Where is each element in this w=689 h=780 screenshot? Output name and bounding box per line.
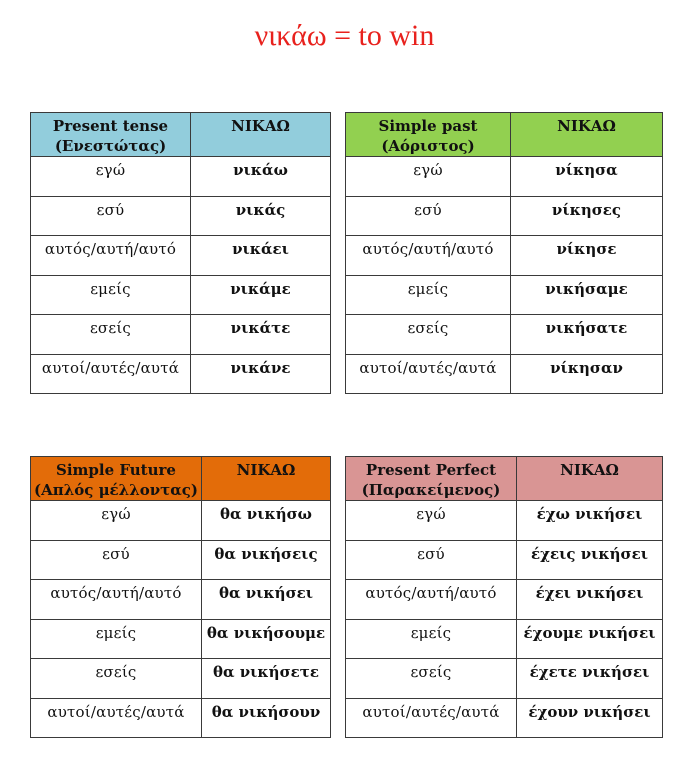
table-header-row <box>346 113 663 157</box>
conjugation-rows <box>31 157 331 394</box>
pronoun-cell: αυτός/αυτή/αυτό <box>346 580 517 620</box>
table-row <box>31 659 331 699</box>
conjugation-rows <box>346 157 663 394</box>
tense-header <box>346 457 517 501</box>
table-row <box>31 698 331 738</box>
table-row <box>346 315 663 355</box>
simple-future-table <box>30 456 331 738</box>
tense-greek-name: (Ενεστώτας) <box>54 137 167 155</box>
pronoun-cell: εσύ <box>346 196 511 236</box>
tense-name: Present Perfect <box>365 461 497 479</box>
simple-past-table <box>345 112 663 394</box>
verb-form-cell: νικάς <box>191 196 331 236</box>
table-header-row <box>31 457 331 501</box>
tense-header <box>346 113 511 157</box>
pronoun-cell: εγώ <box>346 157 511 197</box>
pronoun-cell: αυτοί/αυτές/αυτά <box>31 354 191 394</box>
pronoun-cell: εμείς <box>346 275 511 315</box>
table-row <box>346 236 663 276</box>
pronoun-cell: εσύ <box>31 540 202 580</box>
verb-header: ΝΙΚΑΩ <box>511 113 663 157</box>
verb-form-cell: νίκησε <box>511 236 663 276</box>
pronoun-cell: αυτοί/αυτές/αυτά <box>346 354 511 394</box>
verb-header: ΝΙΚΑΩ <box>191 113 331 157</box>
table-row <box>31 275 331 315</box>
table-row <box>31 580 331 620</box>
present-perfect-table <box>345 456 663 738</box>
table-row <box>31 196 331 236</box>
tense-name: Simple Future <box>56 461 176 479</box>
verb-form-cell: έχουν νικήσει <box>517 698 663 738</box>
verb-form-cell: θα νικήσει <box>202 580 331 620</box>
verb-form-cell: έχεις νικήσει <box>517 540 663 580</box>
table-row <box>31 157 331 197</box>
pronoun-cell: εγώ <box>31 157 191 197</box>
verb-form-cell: νίκησες <box>511 196 663 236</box>
tense-header <box>31 457 202 501</box>
verb-form-cell: νικάτε <box>191 315 331 355</box>
tense-name: Simple past <box>378 117 478 135</box>
pronoun-cell: εμείς <box>346 619 517 659</box>
pronoun-cell: εσύ <box>31 196 191 236</box>
verb-form-cell: θα νικήσετε <box>202 659 331 699</box>
verb-form-cell: θα νικήσω <box>202 501 331 541</box>
tense-header <box>31 113 191 157</box>
page-title: νικάω = to win <box>254 19 435 52</box>
pronoun-cell: εσείς <box>31 659 202 699</box>
tense-name: Present tense <box>52 117 169 135</box>
pronoun-cell: αυτοί/αυτές/αυτά <box>346 698 517 738</box>
verb-form-cell: νικάω <box>191 157 331 197</box>
table-row <box>346 698 663 738</box>
pronoun-cell: αυτός/αυτή/αυτό <box>31 580 202 620</box>
table-row <box>346 540 663 580</box>
conjugation-rows <box>346 501 663 738</box>
verb-form-cell: θα νικήσουν <box>202 698 331 738</box>
pronoun-cell: εμείς <box>31 619 202 659</box>
verb-header: ΝΙΚΑΩ <box>517 457 663 501</box>
table-row <box>346 659 663 699</box>
verb-form-cell: νικήσαμε <box>511 275 663 315</box>
pronoun-cell: αυτός/αυτή/αυτό <box>31 236 191 276</box>
present-tense-table <box>30 112 331 394</box>
verb-header: ΝΙΚΑΩ <box>202 457 331 501</box>
verb-form-cell: έχουμε νικήσει <box>517 619 663 659</box>
table-row <box>346 580 663 620</box>
verb-form-cell: νίκησα <box>511 157 663 197</box>
pronoun-cell: εσείς <box>346 659 517 699</box>
table-row <box>31 501 331 541</box>
verb-form-cell: έχετε νικήσει <box>517 659 663 699</box>
pronoun-cell: εγώ <box>31 501 202 541</box>
verb-form-cell: θα νικήσουμε <box>202 619 331 659</box>
verb-form-cell: νικήσατε <box>511 315 663 355</box>
table-row <box>346 157 663 197</box>
pronoun-cell: εμείς <box>31 275 191 315</box>
verb-form-cell: νικάει <box>191 236 331 276</box>
verb-form-cell: έχω νικήσει <box>517 501 663 541</box>
tense-greek-name: (Παρακείμενος) <box>361 481 501 499</box>
tense-greek-name: (Αόριστος) <box>381 137 475 155</box>
table-row <box>31 540 331 580</box>
table-row <box>346 619 663 659</box>
table-row <box>31 354 331 394</box>
table-row <box>346 275 663 315</box>
verb-form-cell: έχει νικήσει <box>517 580 663 620</box>
conjugation-rows <box>31 501 331 738</box>
verb-form-cell: νίκησαν <box>511 354 663 394</box>
table-row <box>31 619 331 659</box>
pronoun-cell: εγώ <box>346 501 517 541</box>
tense-greek-name: (Απλός μέλλοντας) <box>33 481 198 499</box>
table-row <box>346 501 663 541</box>
table-header-row <box>346 457 663 501</box>
verb-form-cell: νικάνε <box>191 354 331 394</box>
pronoun-cell: εσύ <box>346 540 517 580</box>
table-row <box>346 196 663 236</box>
table-header-row <box>31 113 331 157</box>
pronoun-cell: αυτοί/αυτές/αυτά <box>31 698 202 738</box>
pronoun-cell: εσείς <box>346 315 511 355</box>
table-row <box>346 354 663 394</box>
verb-form-cell: νικάμε <box>191 275 331 315</box>
table-row <box>31 236 331 276</box>
verb-form-cell: θα νικήσεις <box>202 540 331 580</box>
table-row <box>31 315 331 355</box>
pronoun-cell: αυτός/αυτή/αυτό <box>346 236 511 276</box>
pronoun-cell: εσείς <box>31 315 191 355</box>
